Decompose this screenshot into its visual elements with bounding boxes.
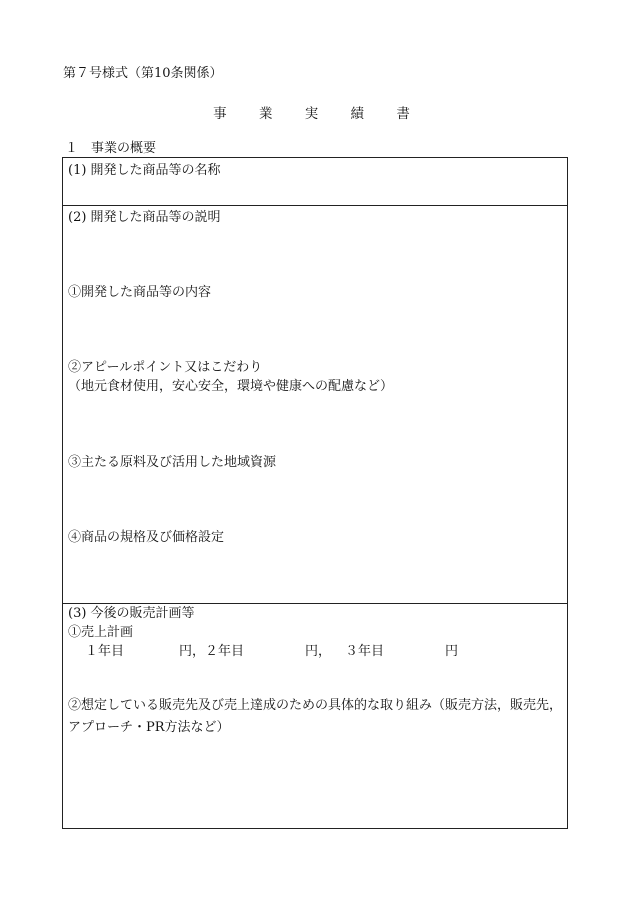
revenue-year2-unit: 円， <box>305 644 332 659</box>
revenue-year2-label: ２年目 <box>205 644 245 659</box>
product-name-label: (1) 開発した商品等の名称 <box>68 163 221 178</box>
sales-plan-label: (3) 今後の販売計画等 <box>68 606 195 621</box>
materials-label: ③主たる原料及び活用した地域資源 <box>68 455 277 470</box>
specs-pricing-label: ④商品の規格及び価格設定 <box>68 530 225 545</box>
revenue-year3-unit: 円 <box>445 644 459 659</box>
section-heading: １ 事業の概要 <box>65 141 157 156</box>
document-title: 事 業 実 績 書 <box>213 106 424 122</box>
row-divider <box>63 603 567 604</box>
sales-approach-label: ②想定している販売先及び売上達成のための具体的な取り組み（販売方法，販売先，アプローチ・PR方法など） <box>68 698 563 735</box>
revenue-year1-label: １年目 <box>85 644 125 659</box>
product-content-label: ①開発した商品等の内容 <box>68 285 212 300</box>
appeal-point-label: ②アピールポイント又はこだわり <box>68 360 263 375</box>
product-description-label: (2) 開発した商品等の説明 <box>68 210 221 225</box>
revenue-year1-unit: 円， <box>179 644 206 659</box>
revenue-year3-label: ３年目 <box>345 644 385 659</box>
revenue-plan-row <box>85 644 458 660</box>
row-divider <box>63 205 567 206</box>
summary-table <box>62 157 568 829</box>
revenue-plan-label: ①売上計画 <box>68 625 134 640</box>
form-number-label: 第７号様式（第10条関係） <box>63 66 223 81</box>
appeal-examples-note: （地元食材使用，安心安全，環境や健康への配慮など） <box>68 379 394 394</box>
